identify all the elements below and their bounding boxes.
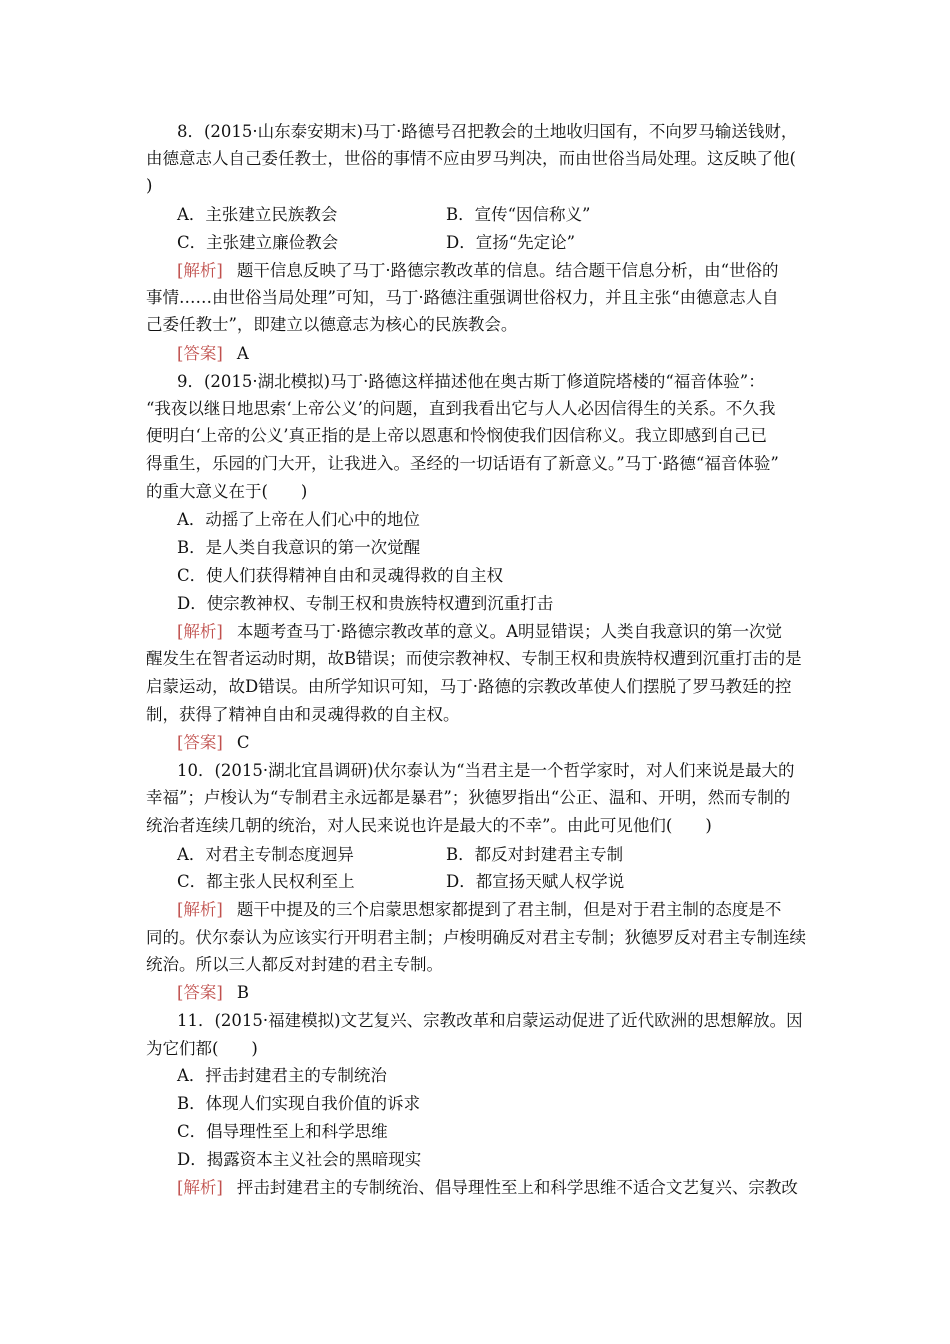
question-stem-line: 9．(2015·湖北模拟)马丁·路德这样描述他在奥古斯丁修道院塔楼的“福音体验”： <box>177 372 765 391</box>
answer-value: B <box>236 983 250 1002</box>
answer-line <box>177 342 249 366</box>
question-stem-line: 统治者连续几朝的统治，对人民来说也许是最大的不幸”。由此可见他们( ) <box>146 816 712 835</box>
analysis-line <box>177 1176 798 1200</box>
question-stem-line: 为它们都( ) <box>146 1039 258 1058</box>
answer-value: C <box>236 733 250 752</box>
question-stem-line: 由德意志人自己委任教士，世俗的事情不应由罗马判决，而由世俗当局处理。这反映了他( <box>146 149 796 168</box>
option-c: C．倡导理性至上和科学思维 <box>177 1122 388 1141</box>
answer-line <box>177 981 249 1005</box>
option-a: A．抨击封建君主的专制统治 <box>177 1066 387 1085</box>
analysis-text: 本题考查马丁·路德宗教改革的意义。A明显错误；人类自我意识的第一次觉 <box>236 622 783 641</box>
question-stem-line: ) <box>146 176 153 195</box>
question-stem-line: 10．(2015·湖北宜昌调研)伏尔泰认为“当君主是一个哲学家时，对人们来说是最大的 <box>177 761 795 780</box>
analysis-line: 启蒙运动，故D错误。由所学知识可知，马丁·路德的宗教改革使人们摆脱了罗马教廷的控 <box>146 677 792 696</box>
option-d: D．使宗教神权、专制王权和贵族特权遭到沉重打击 <box>177 594 554 613</box>
analysis-line <box>177 620 782 644</box>
answer-line <box>177 731 250 755</box>
analysis-label: [解析] <box>177 622 223 641</box>
analysis-label: [解析] <box>177 900 223 919</box>
answer-label: [答案] <box>177 344 223 363</box>
answer-label: [答案] <box>177 983 223 1002</box>
analysis-label: [解析] <box>177 1178 223 1197</box>
answer-label: [答案] <box>177 733 223 752</box>
option-b: B．是人类自我意识的第一次觉醒 <box>177 538 421 557</box>
analysis-line: 制，获得了精神自由和灵魂得救的自主权。 <box>146 705 460 724</box>
analysis-line <box>177 259 779 283</box>
option-a: A．主张建立民族教会 <box>177 205 338 224</box>
question-stem-line: 11．(2015·福建模拟)文艺复兴、宗教改革和启蒙运动促进了近代欧洲的思想解放。因 <box>177 1011 803 1030</box>
question-stem-line: 得重生，乐园的门大开，让我进入。圣经的一切话语有了新意义。”马丁·路德“福音体验” <box>146 454 779 473</box>
analysis-line: 同的。伏尔泰认为应该实行开明君主制；卢梭明确反对君主专制；狄德罗反对君主专制连续 <box>146 928 806 947</box>
analysis-line: 己委任教士”，即建立以德意志为核心的民族教会。 <box>146 315 518 334</box>
analysis-line: 统治。所以三人都反对封建的君主专制。 <box>146 955 443 974</box>
option-a: A．动摇了上帝在人们心中的地位 <box>177 510 420 529</box>
analysis-text: 抨击封建君主的专制统治、倡导理性至上和科学思维不适合文艺复兴、宗教改 <box>236 1178 798 1197</box>
analysis-line: 事情……由世俗当局处理”可知，马丁·路德注重强调世俗权力，并且主张“由德意志人自 <box>146 288 779 307</box>
option-b: B．宣传“因信称义” <box>446 205 591 224</box>
option-d: D．都宣扬天赋人权学说 <box>446 872 625 891</box>
analysis-text: 题干中提及的三个启蒙思想家都提到了君主制，但是对于君主制的态度是不 <box>236 900 782 919</box>
option-d: D．揭露资本主义社会的黑暗现实 <box>177 1150 422 1169</box>
option-c: C．主张建立廉俭教会 <box>177 233 339 252</box>
analysis-text: 题干信息反映了马丁·路德宗教改革的信息。结合题干信息分析，由“世俗的 <box>236 261 779 280</box>
question-stem-line: 便明白‘上帝的公义’真正指的是上帝以恩惠和怜悯使我们因信称义。我立即感到自己已 <box>146 426 767 445</box>
option-b: B．体现人们实现自我价值的诉求 <box>177 1094 421 1113</box>
option-c: C．使人们获得精神自由和灵魂得救的自主权 <box>177 566 504 585</box>
question-stem-line: 的重大意义在于( ) <box>146 482 308 501</box>
analysis-line <box>177 898 781 922</box>
option-d: D．宣扬“先定论” <box>446 233 576 252</box>
analysis-line: 醒发生在智者运动时期，故B错误；而使宗教神权、专制王权和贵族特权遭到沉重打击的是 <box>146 649 802 668</box>
option-a: A．对君主专制态度迥异 <box>177 845 354 864</box>
analysis-label: [解析] <box>177 261 223 280</box>
question-stem-line: “我夜以继日地思索‘上帝公义’的问题，直到我看出它与人人必因信得生的关系。不久我 <box>146 399 776 418</box>
option-b: B．都反对封建君主专制 <box>446 845 624 864</box>
question-stem-line: 幸福”；卢梭认为“专制君主永远都是暴君”；狄德罗指出“公正、温和、开明，然而专制的 <box>146 788 791 807</box>
question-stem-line: 8．(2015·山东泰安期末)马丁·路德号召把教会的土地收归国有，不向罗马输送钱财， <box>177 122 798 141</box>
option-c: C．都主张人民权利至上 <box>177 872 355 891</box>
answer-value: A <box>236 344 249 363</box>
